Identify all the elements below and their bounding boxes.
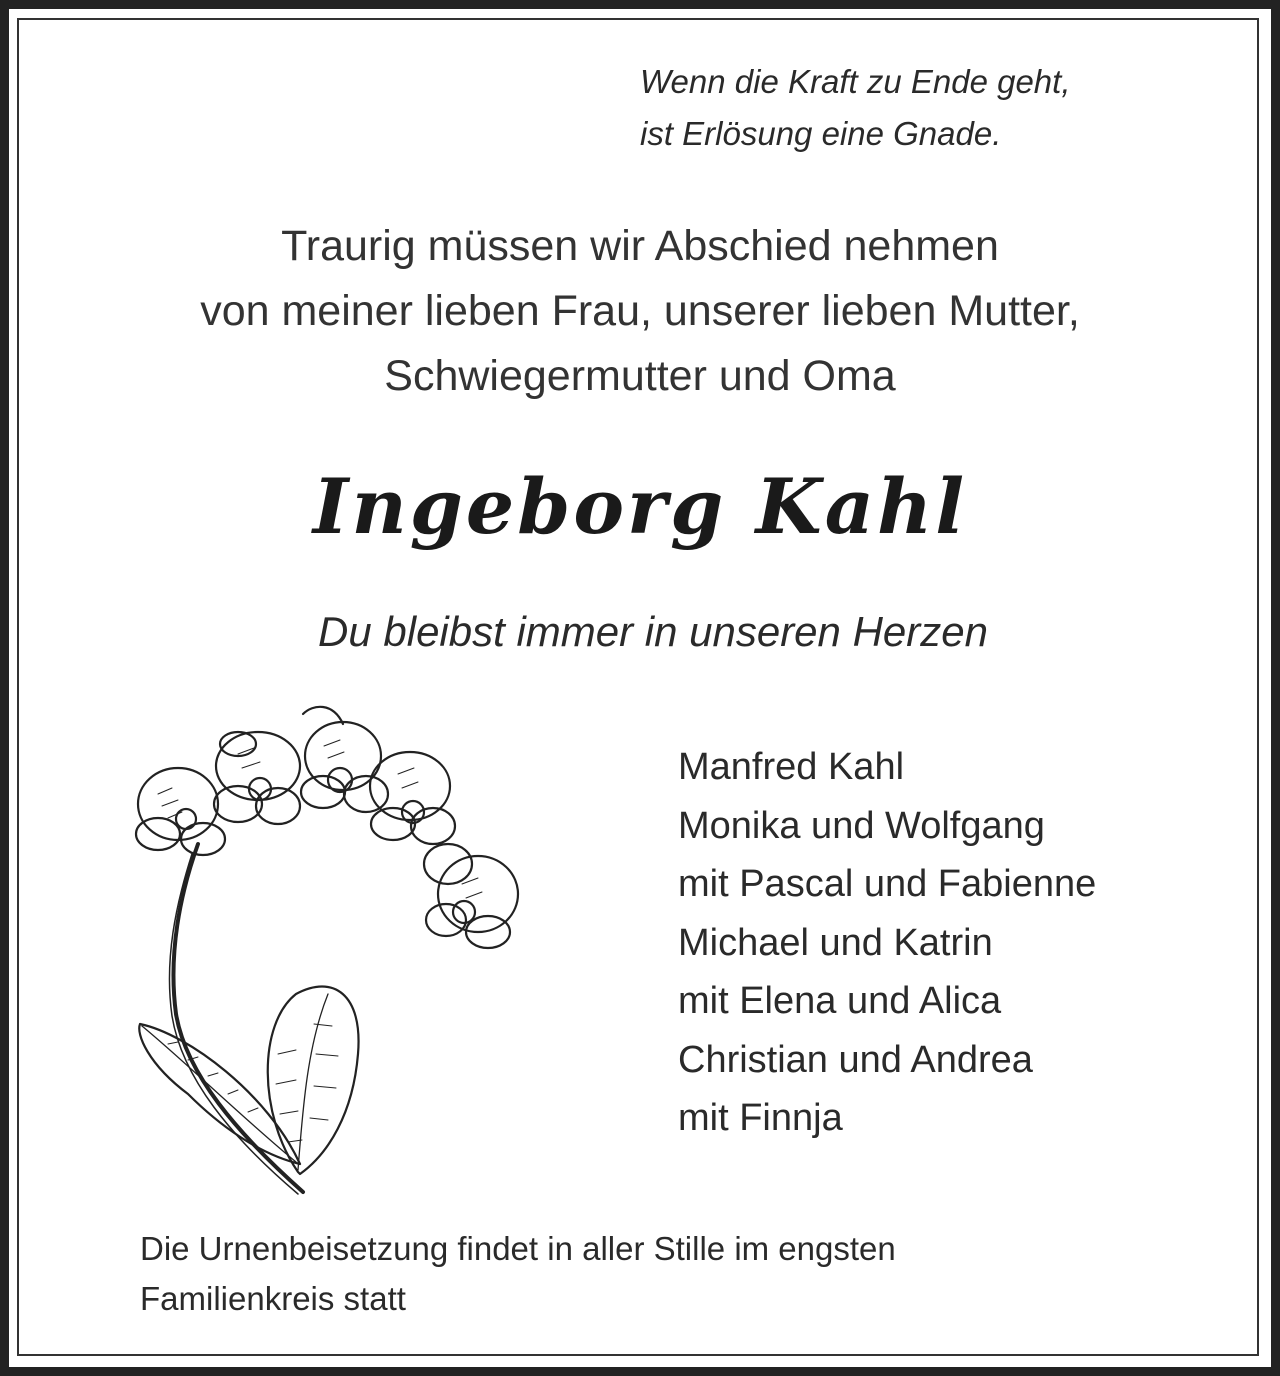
burial-notice <box>140 1224 896 1324</box>
motto-line-2: ist Erlösung eine Gnade. <box>640 115 1002 152</box>
footer-line-2: Familienkreis statt <box>140 1280 406 1317</box>
survivor-name: mit Elena und Alica <box>678 980 1002 1022</box>
survivor-name: Christian und Andrea <box>678 1038 1033 1081</box>
intro-text <box>0 214 1280 409</box>
flower-3 <box>301 707 388 812</box>
motto-quote <box>640 56 1071 160</box>
intro-line-1: Traurig müssen wir Abschied nehmen <box>281 222 999 270</box>
intro-line-2: von meiner lieben Frau, unserer lieben Mutter, <box>200 287 1080 335</box>
survivor-name: mit Pascal und Fabienne <box>678 863 1097 905</box>
survivor-name: Monika und Wolfgang <box>678 804 1045 847</box>
deceased-name: Ingeborg Kahl <box>312 462 968 551</box>
orchid-illustration <box>128 694 548 1204</box>
flower-4 <box>370 752 455 844</box>
flower-1 <box>136 768 225 855</box>
footer-line-1: Die Urnenbeisetzung findet in aller Stille im engsten <box>140 1230 896 1267</box>
survivor-name: mit Finnja <box>678 1097 843 1139</box>
survivor-name: Michael und Katrin <box>678 921 993 964</box>
survivor-name: Manfred Kahl <box>678 746 905 788</box>
tagline: Du bleibst immer in unseren Herzen <box>318 608 988 655</box>
stem <box>173 844 303 1192</box>
survivors-list <box>678 738 1096 1148</box>
motto-line-1: Wenn die Kraft zu Ende geht, <box>640 63 1071 100</box>
right-leaf <box>268 987 359 1175</box>
flower-2 <box>214 732 300 824</box>
intro-line-3: Schwiegermutter und Oma <box>384 352 896 400</box>
